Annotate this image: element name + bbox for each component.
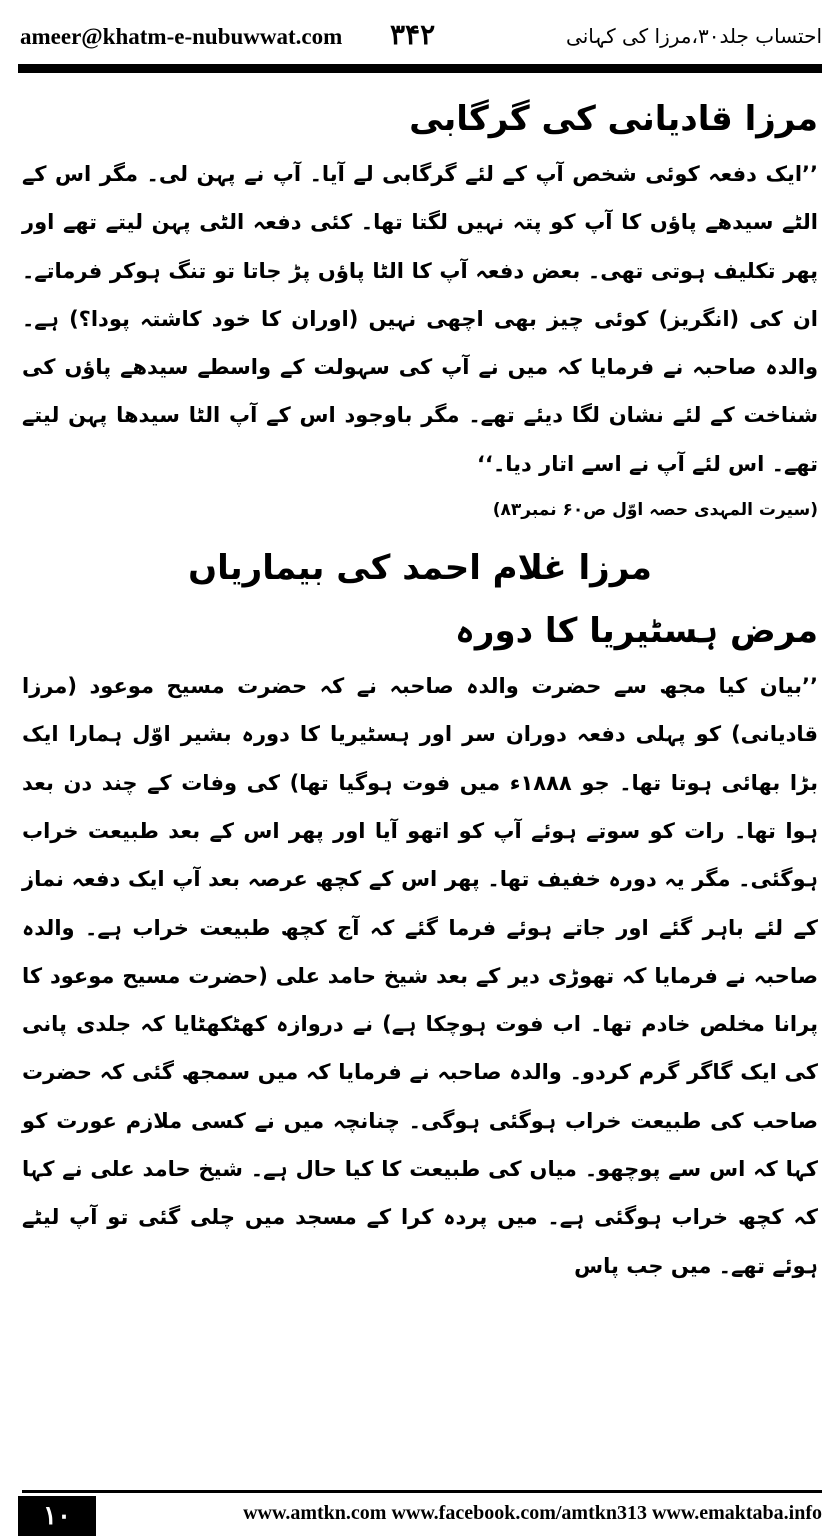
- page-header: [18, 18, 822, 62]
- section-paragraph: ’’ایک دفعہ کوئی شخص آپ کے لئے گرگابی لے آیا۔ آپ نے پہن لی۔ مگر اس کے الٹے سیدھے پاؤں کا آپ کو پتہ نہیں لگتا تھا۔ کئی دفعہ الٹی پہن لیتے تھے اور پھر تکلیف ہوتی تھی۔ بعض دفعہ آپ کا الٹا پاؤں پڑ جاتا تو تنگ ہوکر فرماتے۔ ان کی (انگریز) کوئی چیز بھی اچھی نہیں (اوران کا خود کاشتہ پودا؟) ہے۔ والدہ صاحبہ نے فرمایا کہ میں نے آپ کی سہولت کے واسطے سیدھے پاؤں کی شناخت کے لئے نشان لگا دیئے تھے۔ مگر باوجود اس کے آپ الٹا سیدھا پہن لیتے تھے۔ اس لئے آپ نے اسے اتار دیا۔‘‘: [22, 162, 818, 476]
- footer-page-number: ۱۰: [18, 1496, 96, 1536]
- header-email: ameer@khatm-e-nubuwwat.com: [20, 24, 343, 49]
- header-rule: [18, 64, 822, 73]
- section-heading: مرزا قادیانی کی گرگابی: [409, 99, 818, 139]
- subsection-heading: مرض ہسٹیریا کا دورہ: [454, 611, 818, 652]
- chapter-heading: مرزا غلام احمد کی بیماریاں: [188, 548, 652, 589]
- header-book-title: احتساب جلد۳۰،مرزا کی کہانی: [566, 24, 822, 48]
- footer-links: www.amtkn.com www.facebook.com/amtkn313 www.emaktaba.info: [243, 1502, 822, 1524]
- header-page-number: ۳۴۲: [390, 18, 436, 51]
- page-footer: [18, 1496, 822, 1536]
- citation: (سیرت المہدی حصہ اوّل ص۶۰ نمبر۸۳): [492, 500, 818, 521]
- footer-rule: [22, 1490, 822, 1493]
- subsection-paragraph: ’’بیان کیا مجھ سے حضرت والدہ صاحبہ نے کہ حضرت مسیح موعود (مرزا قادیانی) کو پہلی دفعہ دوران سر اور ہسٹیریا کا دورہ بشیر اوّل ہمارا ایک بڑا بھائی ہوتا تھا۔ جو ۱۸۸۸ء میں فوت ہوگیا تھا) کی وفات کے چند دن بعد ہوا تھا۔ رات کو سوتے ہوئے آپ کو اتھو آیا اور پھر اس کے بعد طبیعت خراب ہوگئی۔ مگر یہ دورہ خفیف تھا۔ پھر اس کے کچھ عرصہ بعد آپ ایک دفعہ نماز کے لئے باہر گئے اور جاتے ہوئے فرما گئے کہ آج کچھ طبیعت خراب ہے۔ والدہ صاحبہ نے فرمایا کہ تھوڑی دیر کے بعد شیخ حامد علی (حضرت مسیح موعود کا پرانا مخلص خادم تھا۔ اب فوت ہوچکا ہے) نے دروازہ کھٹکھٹایا کہ جلدی پانی کی ایک گاگر گرم کردو۔ والدہ صاحبہ نے فرمایا کہ میں سمجھ گئی کہ حضرت صاحب کی طبیعت خراب ہوگئی ہوگی۔ چنانچہ میں نے کسی ملازم عورت کو کہا کہ اس سے پوچھو۔ میاں کی طبیعت کا کیا حال ہے۔ شیخ حامد علی نے کہا کہ کچھ خراب ہوگئی ہے۔ میں پردہ کرا کے مسجد میں چلی گئی تو آپ لیٹے ہوئے تھے۔ میں جب پاس: [22, 674, 818, 1278]
- page-body: [22, 88, 818, 1290]
